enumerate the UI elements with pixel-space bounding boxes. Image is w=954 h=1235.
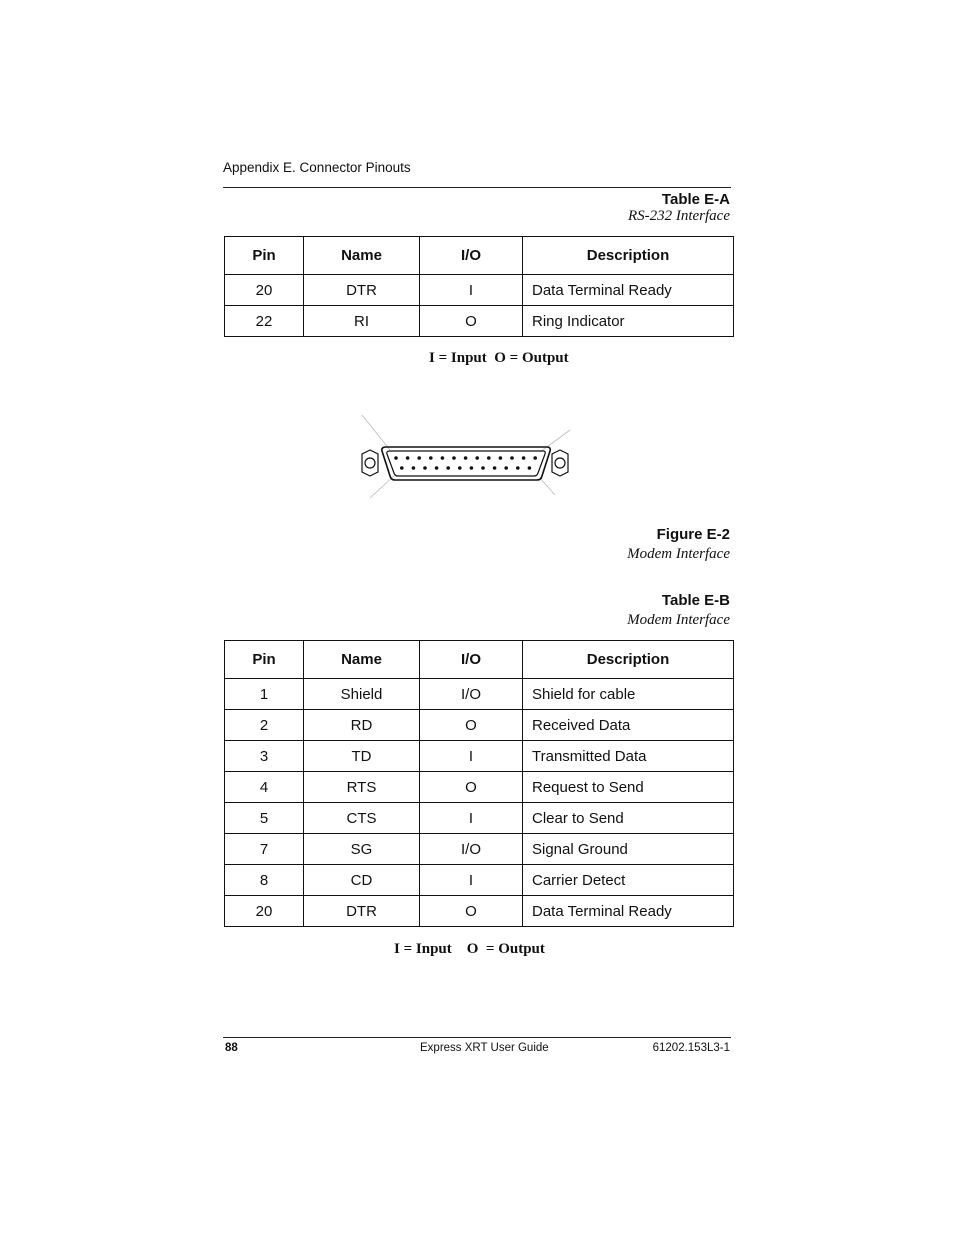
cell-name: RTS <box>304 772 420 803</box>
connector-pin <box>458 466 462 470</box>
cell-name: RD <box>304 710 420 741</box>
cell-io: I <box>420 741 523 772</box>
connector-pin <box>400 466 404 470</box>
column-header-pin: Pin <box>225 237 304 275</box>
connector-pin <box>423 466 427 470</box>
table-row <box>225 275 734 306</box>
table-a-legend: I = Input O = Output <box>429 350 569 366</box>
footer-guide-title: Express XRT User Guide <box>420 1042 549 1054</box>
cell-name: TD <box>304 741 420 772</box>
table-b-legend: I = Input O = Output <box>394 941 545 957</box>
cell-name: Shield <box>304 679 420 710</box>
table-a <box>224 236 734 337</box>
connector-pin <box>504 466 508 470</box>
table-row <box>225 741 734 772</box>
connector-pin <box>429 456 433 460</box>
footer-doc-number: 61202.153L3-1 <box>652 1042 730 1054</box>
cell-pin: 20 <box>225 896 304 927</box>
cell-io: O <box>420 772 523 803</box>
table-a-label: Table E-A <box>661 191 730 208</box>
cell-pin: 5 <box>225 803 304 834</box>
connector-shell <box>382 447 550 480</box>
connector-pin <box>394 456 398 460</box>
cell-name: DTR <box>304 896 420 927</box>
connector-pin <box>464 456 468 460</box>
cell-description: Clear to Send <box>523 803 734 834</box>
column-header-pin: Pin <box>225 641 304 679</box>
cell-pin: 7 <box>225 834 304 865</box>
connector-pins-top-row <box>394 456 537 460</box>
connector-pins-bottom-row <box>400 466 531 470</box>
connector-pin <box>499 456 503 460</box>
cell-io: O <box>420 306 523 337</box>
connector-pin <box>516 466 520 470</box>
table-row <box>225 679 734 710</box>
connector-pin <box>475 456 479 460</box>
cell-io: O <box>420 710 523 741</box>
table-row <box>225 896 734 927</box>
table-row <box>225 772 734 803</box>
page-number: 88 <box>225 1042 238 1054</box>
connector-pin <box>481 466 485 470</box>
cell-io: I <box>420 803 523 834</box>
table-b <box>224 640 734 927</box>
table-a-subtitle: RS-232 Interface <box>627 208 730 224</box>
running-head: Appendix E. Connector Pinouts <box>223 160 411 175</box>
column-header-io: I/O <box>420 641 523 679</box>
cell-io: I/O <box>420 834 523 865</box>
left-mounting-flange <box>362 450 378 476</box>
connector-pin <box>406 456 410 460</box>
connector-pin <box>470 466 474 470</box>
cell-pin: 22 <box>225 306 304 337</box>
figure-subtitle: Modem Interface <box>627 546 730 562</box>
table-row <box>225 306 734 337</box>
column-header-description: Description <box>523 237 734 275</box>
table-row <box>225 710 734 741</box>
cell-description: Request to Send <box>523 772 734 803</box>
cell-description: Shield for cable <box>523 679 734 710</box>
connector-pin <box>441 456 445 460</box>
cell-io: I <box>420 865 523 896</box>
cell-description: Received Data <box>523 710 734 741</box>
cell-pin: 20 <box>225 275 304 306</box>
column-header-io: I/O <box>420 237 523 275</box>
table-row <box>225 865 734 896</box>
cell-description: Signal Ground <box>523 834 734 865</box>
cell-io: O <box>420 896 523 927</box>
db25-connector-illustration <box>350 410 580 505</box>
cell-pin: 3 <box>225 741 304 772</box>
right-mounting-flange <box>552 450 568 476</box>
cell-name: CTS <box>304 803 420 834</box>
connector-pin <box>522 456 526 460</box>
cell-description: Transmitted Data <box>523 741 734 772</box>
connector-pin <box>510 456 514 460</box>
table-row <box>225 803 734 834</box>
cell-name: SG <box>304 834 420 865</box>
cell-pin: 8 <box>225 865 304 896</box>
cell-name: DTR <box>304 275 420 306</box>
connector-pin <box>435 466 439 470</box>
cell-description: Carrier Detect <box>523 865 734 896</box>
connector-pin <box>487 456 491 460</box>
header-rule <box>223 187 731 188</box>
table-b-label: Table E-B <box>661 592 730 609</box>
cell-io: I/O <box>420 679 523 710</box>
connector-pin <box>533 456 537 460</box>
cell-pin: 2 <box>225 710 304 741</box>
column-header-name: Name <box>304 237 420 275</box>
cell-io: I <box>420 275 523 306</box>
column-header-description: Description <box>523 641 734 679</box>
column-header-name: Name <box>304 641 420 679</box>
connector-pin <box>452 456 456 460</box>
connector-pin <box>417 456 421 460</box>
cell-description: Data Terminal Ready <box>523 896 734 927</box>
figure-label: Figure E-2 <box>656 526 730 543</box>
table-a-header-row <box>225 237 734 275</box>
connector-pin <box>493 466 497 470</box>
table-b-header-row <box>225 641 734 679</box>
cell-description: Ring Indicator <box>523 306 734 337</box>
cell-description: Data Terminal Ready <box>523 275 734 306</box>
cell-name: RI <box>304 306 420 337</box>
table-row <box>225 834 734 865</box>
cell-name: CD <box>304 865 420 896</box>
connector-pin <box>528 466 532 470</box>
cell-pin: 1 <box>225 679 304 710</box>
table-b-subtitle: Modem Interface <box>627 612 730 628</box>
footer-rule <box>223 1037 731 1038</box>
cell-pin: 4 <box>225 772 304 803</box>
connector-pin <box>412 466 416 470</box>
connector-pin <box>446 466 450 470</box>
